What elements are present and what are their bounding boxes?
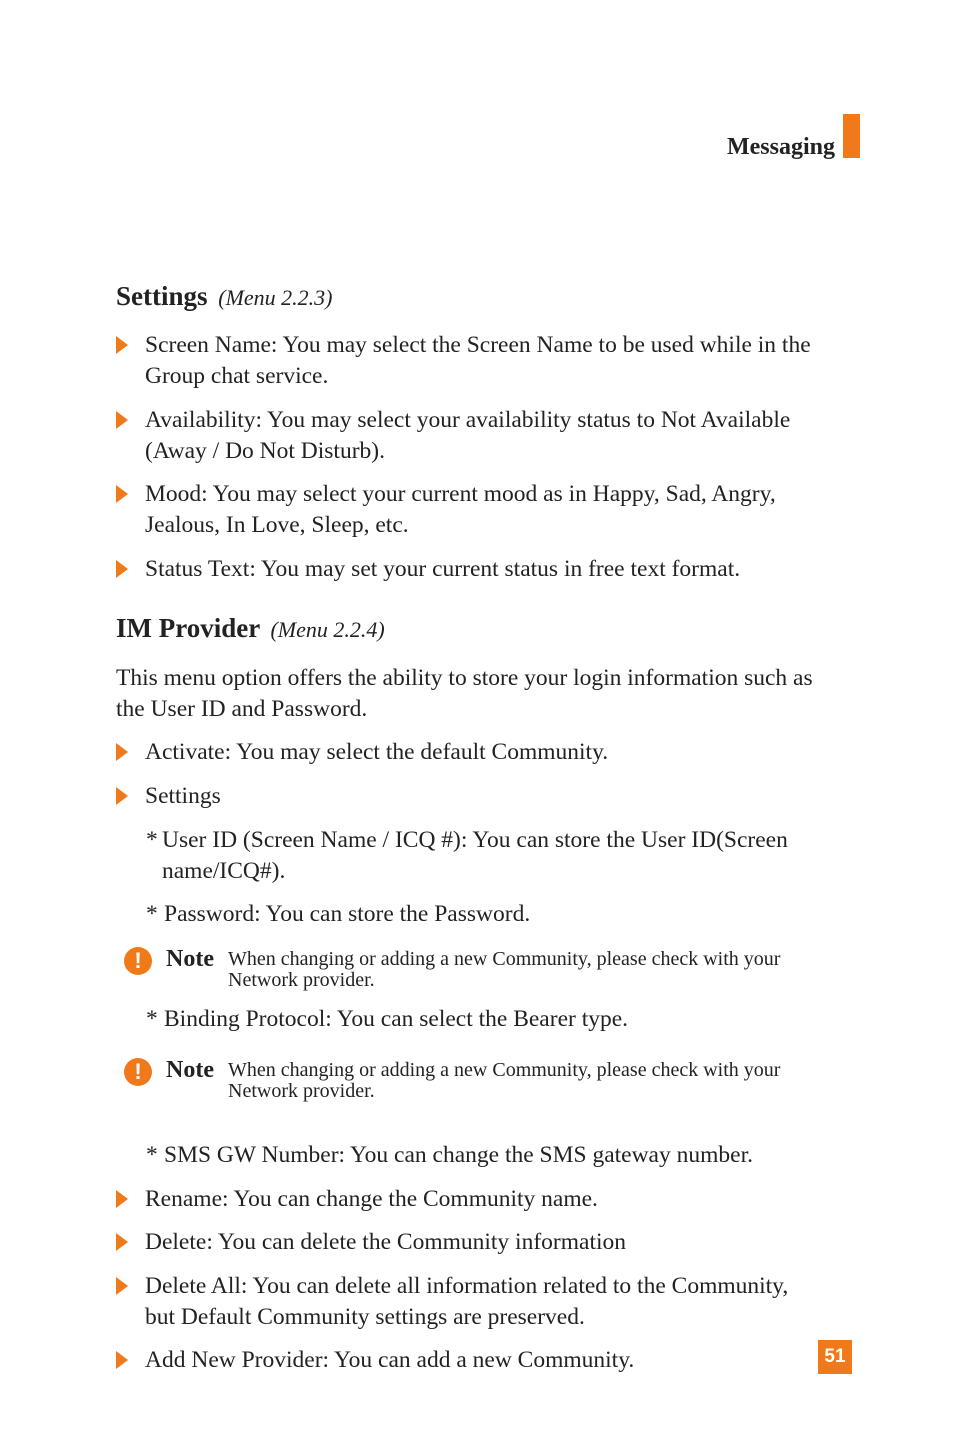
sub-item-text: SMS GW Number: You can change the SMS gateway number. — [164, 1142, 753, 1168]
bullet-arrow-icon — [116, 1190, 128, 1208]
note-line: Network provider. — [228, 969, 375, 991]
bullet-arrow-icon — [116, 560, 128, 578]
list-item-text: Settings — [145, 783, 221, 809]
intro-line: This menu option offers the ability to store your login information such as — [116, 665, 813, 691]
intro-paragraph — [116, 663, 856, 725]
asterisk-marker: * — [146, 827, 158, 853]
bullet-arrow-icon — [116, 787, 128, 805]
sub-item-text: name/ICQ#). — [162, 858, 286, 884]
bullet-arrow-icon — [116, 1351, 128, 1369]
list-item — [116, 479, 856, 541]
sub-item-text: Password: You can store the Password. — [164, 901, 531, 927]
list-item — [116, 781, 856, 812]
note-text — [228, 949, 828, 991]
settings-menu-ref: (Menu 2.2.3) — [218, 285, 333, 310]
sub-item — [146, 825, 846, 887]
list-item-text: Availability: You may select your availability status to Not Available — [145, 407, 791, 433]
list-item-text: Mood: You may select your current mood as in Happy, Sad, Angry, — [145, 481, 776, 507]
note-label: Note — [166, 946, 214, 972]
list-item — [116, 1227, 856, 1258]
asterisk-marker: * — [146, 1142, 158, 1168]
list-item-text: Add New Provider: You can add a new Community. — [145, 1347, 635, 1373]
list-item-text: Jealous, In Love, Sleep, etc. — [145, 512, 409, 538]
list-item-text: Screen Name: You may select the Screen Name to be used while in the — [145, 332, 811, 358]
list-item-text: but Default Community settings are preserved. — [145, 1304, 585, 1330]
note-line: Network provider. — [228, 1080, 375, 1102]
page-header — [727, 114, 860, 158]
settings-heading — [116, 283, 856, 310]
im-provider-menu-ref: (Menu 2.2.4) — [270, 617, 385, 642]
page-number: 51 — [818, 1340, 852, 1374]
list-item — [116, 405, 856, 467]
bullet-arrow-icon — [116, 411, 128, 429]
bullet-arrow-icon — [116, 1233, 128, 1251]
list-item-text: Activate: You may select the default Community. — [145, 739, 609, 765]
sub-item-text: Binding Protocol: You can select the Bearer type. — [164, 1006, 629, 1032]
sub-item — [146, 1004, 846, 1035]
intro-line: the User ID and Password. — [116, 696, 368, 722]
note-line: When changing or adding a new Community, please check with your — [228, 948, 781, 970]
sub-item — [146, 1140, 846, 1171]
list-item-text: (Away / Do Not Disturb). — [145, 438, 385, 464]
sub-item — [146, 899, 846, 930]
note-text — [228, 1060, 828, 1102]
im-provider-title: IM Provider — [116, 613, 260, 643]
bullet-arrow-icon — [116, 485, 128, 503]
asterisk-marker: * — [146, 901, 158, 927]
list-item — [116, 330, 856, 392]
list-item-text: Delete All: You can delete all information related to the Community, — [145, 1273, 789, 1299]
sub-item-text: User ID (Screen Name / ICQ #): You can store the User ID(Screen — [162, 827, 788, 853]
warning-icon: ! — [124, 1058, 152, 1086]
list-item — [116, 1345, 856, 1376]
list-item-text: Status Text: You may set your current status in free text format. — [145, 556, 741, 582]
list-item — [116, 554, 856, 585]
list-item — [116, 1271, 856, 1333]
asterisk-marker: * — [146, 1006, 158, 1032]
section-title: Messaging — [727, 134, 835, 160]
warning-icon: ! — [124, 947, 152, 975]
list-item-text: Delete: You can delete the Community information — [145, 1229, 627, 1255]
list-item — [116, 1184, 856, 1215]
settings-title: Settings — [116, 281, 208, 311]
list-item-text: Group chat service. — [145, 363, 329, 389]
note-line: When changing or adding a new Community, please check with your — [228, 1059, 781, 1081]
im-provider-heading — [116, 615, 856, 642]
list-item — [116, 737, 856, 768]
note-label: Note — [166, 1057, 214, 1083]
bullet-arrow-icon — [116, 336, 128, 354]
bullet-arrow-icon — [116, 743, 128, 761]
bullet-arrow-icon — [116, 1277, 128, 1295]
list-item-text: Rename: You can change the Community name. — [145, 1186, 598, 1212]
section-tab-marker — [843, 114, 860, 158]
